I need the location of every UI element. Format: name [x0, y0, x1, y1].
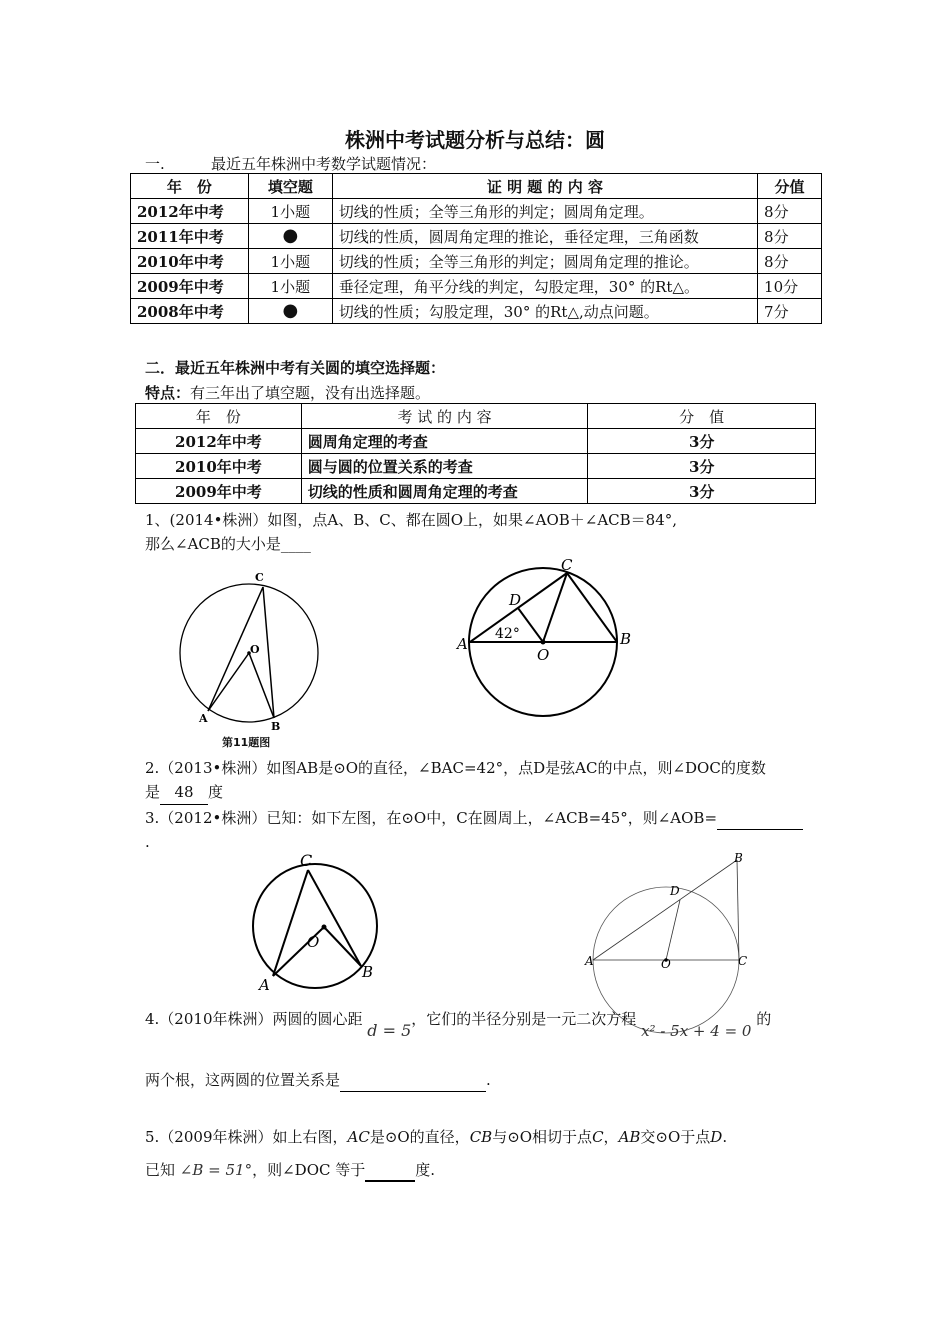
- table-row: [131, 299, 822, 324]
- cell-year: 2012年中考: [136, 429, 302, 454]
- question-4-mid: ，它们的半径分别是一元二次方程: [411, 1010, 637, 1028]
- header-year: 年 份: [131, 174, 249, 199]
- cell-score: 8分: [758, 249, 822, 274]
- figure-4-label-o: O: [661, 957, 671, 971]
- question-5-text3: ，: [603, 1128, 619, 1146]
- figure-1-label-c: C: [255, 571, 264, 584]
- figure-2-label-c: C: [561, 556, 573, 574]
- figure-2-label-a: A: [457, 635, 468, 653]
- figure-2-angle-label: 42°: [495, 626, 520, 642]
- cell-score: 3分: [588, 429, 816, 454]
- figure-3-center: [322, 925, 327, 930]
- figure-4-secant-ab: [593, 860, 737, 960]
- table-row: [131, 199, 822, 224]
- cell-score: 10分: [758, 274, 822, 299]
- section1-text: 最近五年株洲中考数学试题情况：: [211, 155, 437, 173]
- table-row: [131, 274, 822, 299]
- cell-content: 圆与圆的位置关系的考查: [301, 454, 588, 479]
- question-2-suffix: 度: [208, 783, 224, 801]
- question-5-prompt: ，则∠DOC 等于: [252, 1161, 366, 1179]
- question-5-ac: AC: [347, 1128, 370, 1146]
- question-5-text2: 与⊙O相切于点: [492, 1128, 593, 1146]
- table-row: [136, 479, 816, 504]
- cell-year: 2010年中考: [136, 454, 302, 479]
- question-1-line1: 1、(2014•株洲）如图，点A、B、C、都在圆O上，如果∠AOB＋∠ACB＝84°,: [145, 511, 678, 529]
- table-row: [136, 454, 816, 479]
- cell-fill: ●: [248, 299, 332, 324]
- section1-number: 一.: [145, 155, 165, 173]
- cell-fill: 1小题: [248, 274, 332, 299]
- figure-1-radius-oa: [208, 653, 249, 711]
- figure-3-label-c: C: [300, 851, 313, 870]
- section2-heading: 二．最近五年株洲中考有关圆的填空选择题：: [145, 359, 446, 377]
- question-4-end: .: [486, 1071, 491, 1089]
- cell-content: 圆周角定理的考查: [301, 429, 588, 454]
- cell-year: 2011年中考: [131, 224, 249, 249]
- cell-year: 2009年中考: [131, 274, 249, 299]
- question-5-text1: 是⊙O的直径，: [369, 1128, 470, 1146]
- cell-fill: ●: [248, 224, 332, 249]
- figure-2-label-b: B: [620, 630, 632, 648]
- question-5-angle: ∠B = 51°: [179, 1161, 253, 1179]
- question-3-line2: .: [145, 833, 150, 851]
- table-row: [131, 249, 822, 274]
- table-row: [131, 224, 822, 249]
- question-2-line2: [145, 780, 766, 805]
- question-4-suffix: 的: [756, 1010, 772, 1028]
- cell-fill: 1小题: [248, 199, 332, 224]
- figure-1-label-o: O: [250, 643, 260, 656]
- figure-2-circle: [450, 552, 650, 722]
- feature-text: 有三年出了填空题，没有出选择题。: [190, 384, 431, 402]
- question-2-prefix: 是: [145, 783, 161, 801]
- question-5-text5: .: [722, 1128, 728, 1146]
- question-4: [145, 1007, 772, 1040]
- figure-2-label-d: D: [509, 591, 522, 609]
- figure-4-label-d: D: [670, 884, 680, 898]
- question-5-known: 已知: [145, 1161, 176, 1179]
- page-title: 株洲中考试题分析与总结：圆: [345, 128, 605, 152]
- question-2-answer[interactable]: 48: [160, 780, 208, 805]
- question-1-blank[interactable]: ____: [280, 535, 311, 553]
- figure-1-radius-ob: [249, 653, 274, 718]
- figure-2-segment-do: [518, 608, 543, 642]
- table-header-row: [131, 174, 822, 199]
- cell-content: 切线的性质，圆周角定理的推论，垂径定理，三角函数: [332, 224, 757, 249]
- figure-1-caption: 第11题图: [222, 736, 271, 749]
- exam-history-table: [130, 173, 822, 324]
- cell-fill: 1小题: [248, 249, 332, 274]
- feature-note: [145, 382, 430, 403]
- cell-year: 2012年中考: [131, 199, 249, 224]
- question-5-prefix: 5.（2009年株洲）如上右图，: [145, 1128, 348, 1146]
- cell-content: 切线的性质；全等三角形的判定；圆周角定理的推论。: [332, 249, 757, 274]
- figure-1-label-b: B: [271, 720, 281, 733]
- table-header-row: [136, 404, 816, 429]
- question-5-ab: AB: [618, 1128, 641, 1146]
- figure-3-circle: [250, 850, 390, 995]
- question-3-prompt: 3.（2012•株洲）已知：如下左图，在⊙O中，C在圆周上，∠ACB=45°，则∠AOB=: [145, 809, 718, 827]
- cell-score: 8分: [758, 199, 822, 224]
- question-5-line2: [145, 1158, 435, 1182]
- fill-questions-table: [135, 403, 816, 504]
- figure-1-chord-cb: [263, 587, 274, 718]
- question-5-blank[interactable]: [365, 1164, 415, 1182]
- question-5-text4: 交⊙O于点: [640, 1128, 711, 1146]
- question-3-line1: [145, 806, 803, 830]
- cell-year: 2009年中考: [136, 479, 302, 504]
- cell-score: 8分: [758, 224, 822, 249]
- figure-4-label-a: A: [585, 954, 594, 968]
- question-5-cb: CB: [469, 1128, 493, 1146]
- cell-score: 7分: [758, 299, 822, 324]
- figure-4-segment-od: [666, 900, 680, 960]
- question-4-distance: d = 5: [367, 1021, 412, 1040]
- figure-3-label-a: A: [259, 976, 270, 994]
- question-4-line2: [145, 1068, 491, 1092]
- figure-2-label-o: O: [537, 646, 550, 664]
- question-4-equation: x² - 5x + 4 = 0: [641, 1022, 752, 1040]
- header-score: 分值: [758, 174, 822, 199]
- section1-heading: [145, 153, 436, 174]
- feature-label: 特点：: [145, 384, 191, 402]
- header-fill: 填空题: [248, 174, 332, 199]
- question-2-line1: 2.（2013•株洲）如图AB是⊙O的直径，∠BAC=42°，点D是弦AC的中点，则∠DOC的度数: [145, 759, 766, 777]
- question-1: [145, 508, 677, 556]
- cell-content: 切线的性质和圆周角定理的考查: [301, 479, 588, 504]
- cell-content: 切线的性质；全等三角形的判定；圆周角定理。: [332, 199, 757, 224]
- figure-3-label-b: B: [362, 963, 374, 981]
- question-4-prompt: 两个根，这两圆的位置关系是: [145, 1071, 341, 1089]
- figure-3-label-o: O: [307, 933, 320, 951]
- question-5-point-d: D: [710, 1128, 723, 1146]
- header-score: 分 值: [588, 404, 816, 429]
- question-4-prefix: 4.（2010年株洲）两圆的圆心距: [145, 1010, 363, 1028]
- cell-content: 垂径定理，角平分线的判定，勾股定理，30° 的Rt△。: [332, 274, 757, 299]
- header-year: 年 份: [136, 404, 302, 429]
- question-5-point-c: C: [592, 1128, 604, 1146]
- cell-score: 3分: [588, 479, 816, 504]
- question-3-blank[interactable]: [717, 813, 803, 830]
- question-1-prompt: 那么∠ACB的大小是: [145, 535, 281, 553]
- cell-year: 2008年中考: [131, 299, 249, 324]
- table-row: [136, 429, 816, 454]
- header-content: 证 明 题 的 内 容: [332, 174, 757, 199]
- figure-2-segment-oc: [543, 573, 567, 642]
- figure-1-label-a: A: [199, 712, 208, 725]
- cell-content: 切线的性质；勾股定理，30° 的Rt△,动点问题。: [332, 299, 757, 324]
- question-2: [145, 756, 766, 805]
- question-3: [145, 806, 803, 854]
- figure-2-center: [541, 640, 546, 645]
- question-5: [145, 1125, 727, 1149]
- header-content: 考 试 的 内 容: [301, 404, 588, 429]
- figure-4-label-b: B: [734, 851, 743, 865]
- cell-year: 2010年中考: [131, 249, 249, 274]
- question-4-blank[interactable]: [340, 1075, 486, 1092]
- cell-score: 3分: [588, 454, 816, 479]
- figure-4-label-c: C: [738, 954, 748, 968]
- question-5-suffix: 度.: [415, 1161, 436, 1179]
- figure-1-circle: [170, 565, 330, 735]
- figure-3-chord-cb: [308, 870, 361, 966]
